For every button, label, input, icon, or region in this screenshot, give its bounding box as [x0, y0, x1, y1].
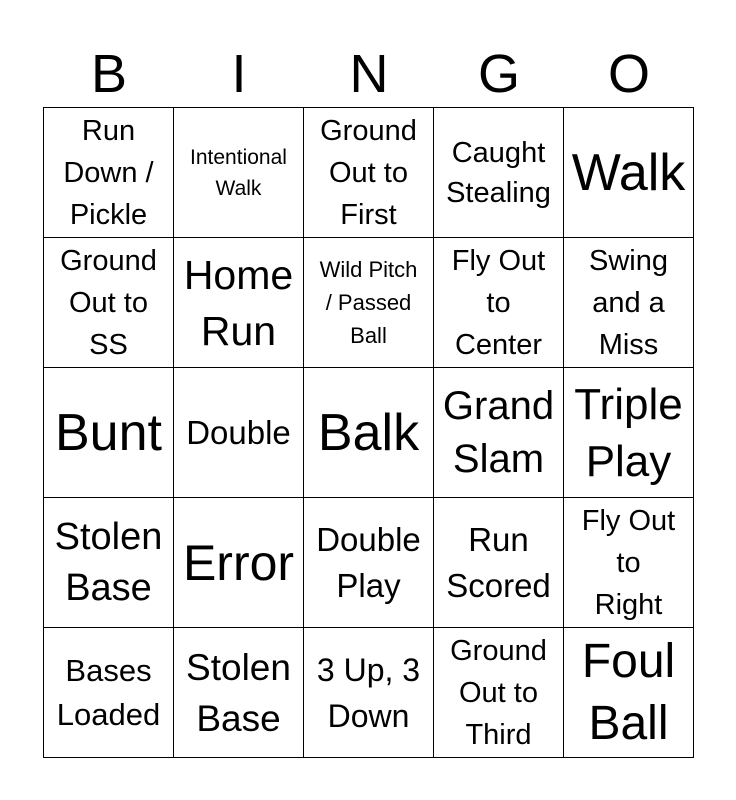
bingo-cell[interactable] — [44, 368, 174, 498]
bingo-cell[interactable] — [44, 108, 174, 238]
cell-label: Double Play — [316, 520, 421, 604]
cell-label: Grand Slam — [442, 383, 555, 481]
bingo-cell[interactable] — [304, 628, 434, 758]
cell-label: Bases Loaded — [56, 652, 161, 732]
bingo-cell[interactable] — [44, 238, 174, 368]
bingo-cell[interactable] — [434, 628, 564, 758]
bingo-cell[interactable] — [564, 238, 694, 368]
cell-label: Ground Out to First — [320, 114, 417, 231]
bingo-cell[interactable] — [434, 238, 564, 368]
cell-label: Stolen Base — [186, 646, 291, 739]
bingo-cell[interactable] — [174, 368, 304, 498]
bingo-cell[interactable] — [564, 498, 694, 628]
cell-label: Intentional Walk — [190, 145, 287, 200]
bingo-cell[interactable] — [174, 238, 304, 368]
bingo-cell[interactable] — [304, 238, 434, 368]
cell-label: 3 Up, 3 Down — [316, 651, 421, 734]
bingo-cell[interactable] — [434, 368, 564, 498]
cell-label: Ground Out to Third — [450, 634, 547, 751]
bingo-cell[interactable] — [564, 628, 694, 758]
bingo-cell[interactable] — [174, 108, 304, 238]
cell-label: Bunt — [55, 403, 162, 462]
bingo-cell[interactable] — [174, 628, 304, 758]
cell-label: Caught Stealing — [446, 136, 551, 209]
header-letter-o: O — [607, 44, 650, 104]
bingo-header — [44, 40, 694, 108]
bingo-board — [43, 107, 694, 758]
cell-label: Swing and a Miss — [589, 244, 668, 361]
cell-label: Foul Ball — [581, 634, 676, 750]
bingo-cell[interactable] — [44, 628, 174, 758]
cell-label: Stolen Base — [54, 515, 163, 609]
cell-label: Run Scored — [446, 520, 551, 604]
header-letter-i: I — [231, 44, 247, 104]
header-letter-n: N — [349, 44, 389, 104]
cell-label: Ground Out to SS — [60, 244, 157, 361]
bingo-cell[interactable] — [304, 108, 434, 238]
bingo-cell[interactable] — [304, 498, 434, 628]
cell-label: Wild Pitch / Passed Ball — [319, 257, 418, 348]
cell-label: Fly Out to Center — [451, 244, 546, 361]
cell-label: Error — [182, 534, 295, 591]
cell-label: Home Run — [183, 251, 294, 354]
header-letter-g: G — [477, 44, 520, 104]
bingo-cell[interactable] — [564, 368, 694, 498]
cell-label: Double — [186, 413, 291, 451]
bingo-cell[interactable] — [174, 498, 304, 628]
bingo-cell[interactable] — [564, 108, 694, 238]
cell-label: Fly Out to Right — [581, 504, 676, 621]
bingo-cell[interactable] — [434, 108, 564, 238]
header-letter-b: B — [90, 44, 128, 104]
cell-label: Run Down / Pickle — [63, 114, 154, 231]
cell-label: Triple Play — [574, 379, 683, 486]
bingo-cell[interactable] — [304, 368, 434, 498]
cell-label: Walk — [571, 143, 686, 202]
bingo-cell[interactable] — [44, 498, 174, 628]
cell-label: Balk — [317, 403, 420, 462]
bingo-cell[interactable] — [434, 498, 564, 628]
